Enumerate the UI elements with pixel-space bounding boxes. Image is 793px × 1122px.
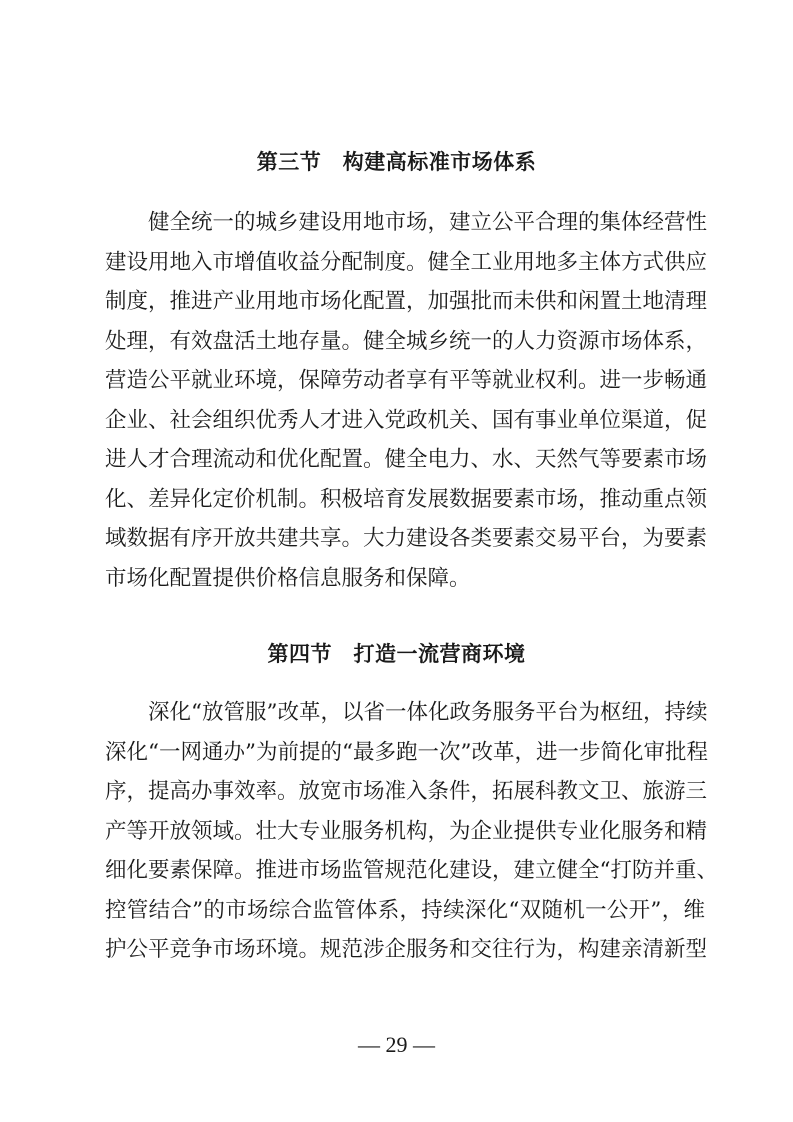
paragraph-line: 细化要素保障。推进市场监管规范化建设，建立健全“打防并重、 <box>105 858 718 883</box>
section-4-paragraph <box>105 693 718 970</box>
page-number: — 29 — <box>358 1032 435 1057</box>
paragraph-line: 化、差异化定价机制。积极培育发展数据要素市场，推动重点领 <box>105 486 708 512</box>
section-3-paragraph <box>105 203 708 598</box>
paragraph-line: 健全统一的城乡建设用地市场，建立公平合理的集体经营性 <box>148 210 708 235</box>
paragraph-line: 处理，有效盘活土地存量。健全城乡统一的人力资源市场体系， <box>105 328 708 354</box>
paragraph-line: 企业、社会组织优秀人才进入党政机关、国有事业单位渠道，促 <box>105 407 708 433</box>
paragraph-line: 进人才合理流动和优化配置。健全电力、水、天然气等要素市场 <box>105 447 708 472</box>
paragraph-line: 市场化配置提供价格信息服务和保障。 <box>105 565 471 591</box>
paragraph-line: 护公平竞争市场环境。规范涉企服务和交往行为，构建亲清新型 <box>105 937 708 962</box>
paragraph-line: 产等开放领域。壮大专业服务机构，为企业提供专业化服务和精 <box>105 818 708 844</box>
paragraph-line: 序，提高办事效率。放宽市场准入条件，拓展科教文卫、旅游三 <box>105 779 708 804</box>
section-heading-4: 第四节 打造一流营商环境 <box>267 642 526 666</box>
section-heading-3: 第三节 构建高标准市场体系 <box>256 150 537 174</box>
paragraph-line: 域数据有序开放共建共享。大力建设各类要素交易平台，为要素 <box>105 526 708 551</box>
paragraph-line: 深化“放管服”改革，以省一体化政务服务平台为枢纽，持续 <box>148 700 708 725</box>
paragraph-line: 控管结合”的市场综合监管体系，持续深化“双随机一公开”，维 <box>105 897 705 923</box>
paragraph-line: 营造公平就业环境，保障劳动者享有平等就业权利。进一步畅通 <box>105 368 708 393</box>
paragraph-line: 制度，推进产业用地市场化配置，加强批而未供和闲置土地清理 <box>105 289 708 314</box>
paragraph-line: 建设用地入市增值收益分配制度。健全工业用地多主体方式供应 <box>105 249 708 275</box>
paragraph-line: 深化“一网通办”为前提的“最多跑一次”改革，进一步简化审批程 <box>105 739 708 765</box>
